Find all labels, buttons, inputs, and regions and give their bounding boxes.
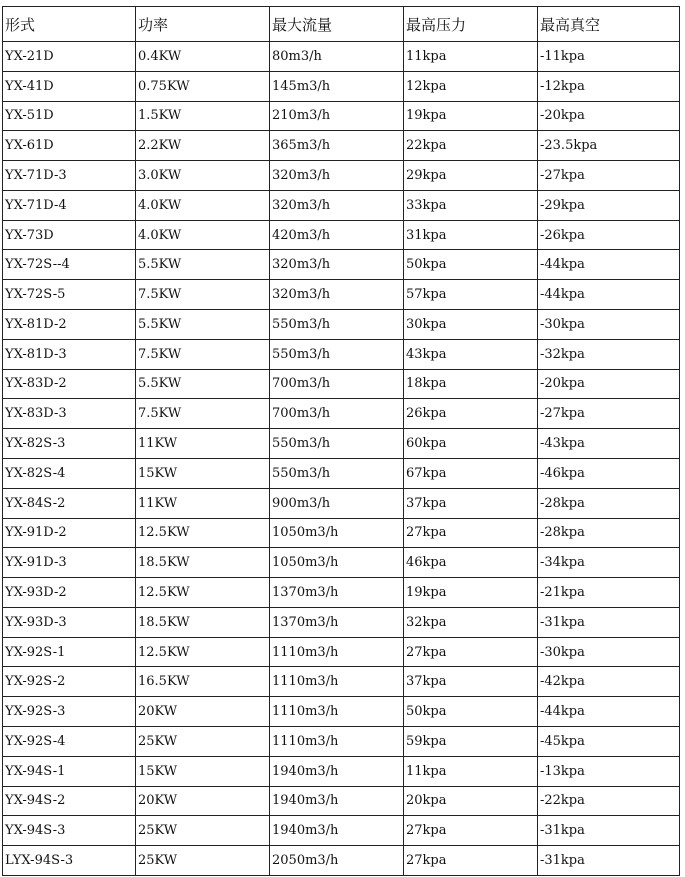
cell-max-flow: 1110m3/h	[270, 697, 404, 727]
cell-max-pressure: 18kpa	[404, 369, 538, 399]
cell-max-pressure: 50kpa	[404, 697, 538, 727]
cell-max-flow: 1050m3/h	[270, 518, 404, 548]
header-row	[3, 7, 680, 42]
cell-max-pressure: 27kpa	[404, 637, 538, 667]
cell-max-flow: 1110m3/h	[270, 667, 404, 697]
cell-model: YX-72S-5	[3, 280, 136, 310]
cell-max-vacuum: -43kpa	[538, 429, 680, 459]
cell-model: YX-41D	[3, 71, 136, 101]
cell-max-vacuum: -11kpa	[538, 42, 680, 72]
table-row	[3, 190, 680, 220]
cell-power: 2.2KW	[136, 131, 270, 161]
cell-max-pressure: 32kpa	[404, 607, 538, 637]
cell-max-pressure: 37kpa	[404, 488, 538, 518]
cell-max-vacuum: -30kpa	[538, 637, 680, 667]
cell-max-flow: 320m3/h	[270, 161, 404, 191]
table-row	[3, 280, 680, 310]
table-row	[3, 548, 680, 578]
table-row	[3, 786, 680, 816]
cell-power: 4.0KW	[136, 220, 270, 250]
cell-max-pressure: 37kpa	[404, 667, 538, 697]
cell-model: YX-82S-4	[3, 458, 136, 488]
header-power: 功率	[136, 7, 270, 42]
table-row	[3, 101, 680, 131]
cell-max-vacuum: -23.5kpa	[538, 131, 680, 161]
cell-model: YX-93D-2	[3, 578, 136, 608]
cell-max-vacuum: -46kpa	[538, 458, 680, 488]
cell-max-vacuum: -20kpa	[538, 101, 680, 131]
cell-power: 12.5KW	[136, 637, 270, 667]
table-row	[3, 399, 680, 429]
cell-power: 12.5KW	[136, 578, 270, 608]
cell-power: 20KW	[136, 786, 270, 816]
cell-max-flow: 2050m3/h	[270, 846, 404, 876]
table-row	[3, 726, 680, 756]
cell-max-flow: 550m3/h	[270, 339, 404, 369]
cell-model: YX-93D-3	[3, 607, 136, 637]
cell-max-flow: 1940m3/h	[270, 756, 404, 786]
cell-model: YX-71D-4	[3, 190, 136, 220]
cell-power: 7.5KW	[136, 339, 270, 369]
cell-max-pressure: 43kpa	[404, 339, 538, 369]
cell-max-pressure: 67kpa	[404, 458, 538, 488]
cell-max-flow: 320m3/h	[270, 190, 404, 220]
table-row	[3, 578, 680, 608]
cell-max-vacuum: -42kpa	[538, 667, 680, 697]
cell-max-vacuum: -30kpa	[538, 310, 680, 340]
cell-model: YX-91D-2	[3, 518, 136, 548]
cell-max-pressure: 19kpa	[404, 578, 538, 608]
cell-model: YX-84S-2	[3, 488, 136, 518]
cell-power: 3.0KW	[136, 161, 270, 191]
cell-max-vacuum: -32kpa	[538, 339, 680, 369]
cell-max-pressure: 20kpa	[404, 786, 538, 816]
cell-model: YX-83D-2	[3, 369, 136, 399]
table-row	[3, 816, 680, 846]
cell-model: YX-81D-3	[3, 339, 136, 369]
cell-max-pressure: 12kpa	[404, 71, 538, 101]
cell-power: 7.5KW	[136, 280, 270, 310]
cell-power: 12.5KW	[136, 518, 270, 548]
cell-power: 25KW	[136, 846, 270, 876]
cell-max-pressure: 26kpa	[404, 399, 538, 429]
header-model: 形式	[3, 7, 136, 42]
table-row	[3, 458, 680, 488]
cell-power: 11KW	[136, 429, 270, 459]
table-row	[3, 310, 680, 340]
cell-max-flow: 210m3/h	[270, 101, 404, 131]
cell-model: YX-92S-3	[3, 697, 136, 727]
cell-max-pressure: 22kpa	[404, 131, 538, 161]
cell-power: 5.5KW	[136, 250, 270, 280]
table-row	[3, 429, 680, 459]
cell-max-vacuum: -26kpa	[538, 220, 680, 250]
table-row	[3, 488, 680, 518]
cell-model: YX-92S-1	[3, 637, 136, 667]
cell-model: YX-83D-3	[3, 399, 136, 429]
cell-model: YX-91D-3	[3, 548, 136, 578]
cell-max-flow: 700m3/h	[270, 369, 404, 399]
cell-power: 5.5KW	[136, 369, 270, 399]
cell-power: 1.5KW	[136, 101, 270, 131]
cell-max-pressure: 50kpa	[404, 250, 538, 280]
cell-power: 4.0KW	[136, 190, 270, 220]
cell-model: YX-92S-2	[3, 667, 136, 697]
table-header	[3, 7, 680, 42]
header-max-vacuum: 最高真空	[538, 7, 680, 42]
table-row	[3, 846, 680, 876]
cell-max-flow: 550m3/h	[270, 310, 404, 340]
cell-model: YX-21D	[3, 42, 136, 72]
cell-max-vacuum: -13kpa	[538, 756, 680, 786]
table-body	[3, 42, 680, 876]
cell-max-pressure: 27kpa	[404, 518, 538, 548]
cell-max-vacuum: -44kpa	[538, 250, 680, 280]
table-row	[3, 161, 680, 191]
cell-max-vacuum: -31kpa	[538, 816, 680, 846]
cell-max-flow: 145m3/h	[270, 71, 404, 101]
cell-max-pressure: 33kpa	[404, 190, 538, 220]
cell-max-flow: 1370m3/h	[270, 607, 404, 637]
cell-power: 25KW	[136, 726, 270, 756]
cell-max-flow: 1370m3/h	[270, 578, 404, 608]
table-row	[3, 697, 680, 727]
cell-max-flow: 550m3/h	[270, 429, 404, 459]
cell-power: 0.4KW	[136, 42, 270, 72]
cell-power: 18.5KW	[136, 607, 270, 637]
cell-model: LYX-94S-3	[3, 846, 136, 876]
cell-max-flow: 80m3/h	[270, 42, 404, 72]
table-row	[3, 339, 680, 369]
cell-max-vacuum: -29kpa	[538, 190, 680, 220]
cell-power: 20KW	[136, 697, 270, 727]
cell-max-flow: 1940m3/h	[270, 816, 404, 846]
cell-max-pressure: 31kpa	[404, 220, 538, 250]
cell-max-pressure: 57kpa	[404, 280, 538, 310]
cell-model: YX-82S-3	[3, 429, 136, 459]
cell-power: 25KW	[136, 816, 270, 846]
cell-model: YX-94S-2	[3, 786, 136, 816]
cell-max-pressure: 27kpa	[404, 816, 538, 846]
cell-max-pressure: 11kpa	[404, 756, 538, 786]
cell-max-flow: 1110m3/h	[270, 637, 404, 667]
cell-max-vacuum: -20kpa	[538, 369, 680, 399]
cell-max-flow: 550m3/h	[270, 458, 404, 488]
cell-max-pressure: 19kpa	[404, 101, 538, 131]
cell-max-vacuum: -44kpa	[538, 280, 680, 310]
cell-max-pressure: 30kpa	[404, 310, 538, 340]
table-row	[3, 220, 680, 250]
table-row	[3, 131, 680, 161]
cell-max-flow: 1940m3/h	[270, 786, 404, 816]
header-max-pressure: 最高压力	[404, 7, 538, 42]
cell-power: 16.5KW	[136, 667, 270, 697]
cell-power: 15KW	[136, 458, 270, 488]
cell-max-vacuum: -34kpa	[538, 548, 680, 578]
cell-max-flow: 320m3/h	[270, 250, 404, 280]
cell-max-pressure: 11kpa	[404, 42, 538, 72]
cell-max-vacuum: -28kpa	[538, 488, 680, 518]
table-row	[3, 756, 680, 786]
cell-power: 11KW	[136, 488, 270, 518]
table-row	[3, 42, 680, 72]
header-max-flow: 最大流量	[270, 7, 404, 42]
cell-power: 7.5KW	[136, 399, 270, 429]
cell-power: 18.5KW	[136, 548, 270, 578]
cell-power: 5.5KW	[136, 310, 270, 340]
cell-max-vacuum: -45kpa	[538, 726, 680, 756]
cell-max-flow: 1050m3/h	[270, 548, 404, 578]
cell-power: 15KW	[136, 756, 270, 786]
cell-model: YX-72S--4	[3, 250, 136, 280]
cell-max-vacuum: -31kpa	[538, 846, 680, 876]
cell-max-pressure: 60kpa	[404, 429, 538, 459]
cell-model: YX-73D	[3, 220, 136, 250]
cell-max-vacuum: -27kpa	[538, 399, 680, 429]
table-row	[3, 369, 680, 399]
table-row	[3, 250, 680, 280]
table-row	[3, 71, 680, 101]
cell-model: YX-71D-3	[3, 161, 136, 191]
spec-table	[2, 6, 680, 876]
cell-max-flow: 700m3/h	[270, 399, 404, 429]
cell-max-flow: 900m3/h	[270, 488, 404, 518]
cell-max-pressure: 59kpa	[404, 726, 538, 756]
cell-max-vacuum: -31kpa	[538, 607, 680, 637]
cell-model: YX-92S-4	[3, 726, 136, 756]
cell-model: YX-94S-1	[3, 756, 136, 786]
cell-power: 0.75KW	[136, 71, 270, 101]
table-row	[3, 518, 680, 548]
cell-max-pressure: 27kpa	[404, 846, 538, 876]
cell-model: YX-61D	[3, 131, 136, 161]
cell-max-vacuum: -27kpa	[538, 161, 680, 191]
table-row	[3, 607, 680, 637]
cell-max-pressure: 46kpa	[404, 548, 538, 578]
cell-max-vacuum: -44kpa	[538, 697, 680, 727]
cell-max-vacuum: -21kpa	[538, 578, 680, 608]
table-row	[3, 667, 680, 697]
cell-max-flow: 420m3/h	[270, 220, 404, 250]
cell-max-flow: 320m3/h	[270, 280, 404, 310]
cell-max-pressure: 29kpa	[404, 161, 538, 191]
cell-model: YX-51D	[3, 101, 136, 131]
cell-max-vacuum: -28kpa	[538, 518, 680, 548]
cell-max-vacuum: -22kpa	[538, 786, 680, 816]
cell-model: YX-81D-2	[3, 310, 136, 340]
cell-max-vacuum: -12kpa	[538, 71, 680, 101]
table-row	[3, 637, 680, 667]
cell-max-flow: 365m3/h	[270, 131, 404, 161]
cell-max-flow: 1110m3/h	[270, 726, 404, 756]
cell-model: YX-94S-3	[3, 816, 136, 846]
